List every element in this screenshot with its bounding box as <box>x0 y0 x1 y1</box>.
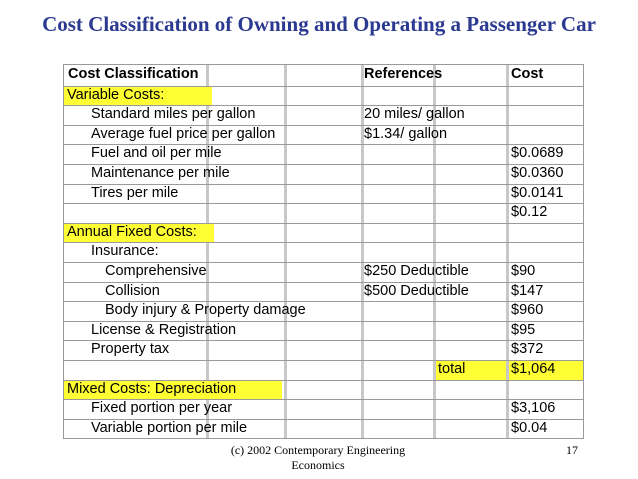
row-cost: $0.0360 <box>511 165 564 181</box>
row-label: Insurance: <box>91 243 159 260</box>
section-heading: Variable Costs: <box>67 86 165 103</box>
row-cost: $0.12 <box>511 204 548 221</box>
row-label: Fuel and oil per mile <box>91 145 222 162</box>
row-label: Standard miles per gallon <box>91 106 256 123</box>
total-cost: $1,064 <box>511 361 556 377</box>
row-cost: $3,106 <box>511 400 556 417</box>
row-label: Fixed portion per year <box>91 400 233 417</box>
footer-copyright <box>213 443 423 473</box>
row-reference: $1.34/ gallon <box>364 125 448 142</box>
row-label: Variable portion per mile <box>91 419 248 436</box>
header-references: References <box>364 66 443 82</box>
row-label: Average fuel price per gallon <box>91 125 276 142</box>
row-divider <box>64 360 583 361</box>
row-cost: $95 <box>511 321 536 338</box>
row-label: Property tax <box>91 341 170 358</box>
row-label: License & Registration <box>91 321 237 338</box>
row-cost: $0.0141 <box>511 184 564 201</box>
row-cost: $960 <box>511 302 544 319</box>
row-divider <box>64 203 583 204</box>
row-cost: $90 <box>511 263 536 279</box>
row-reference: $500 Deductible <box>364 282 469 299</box>
row-cost: $0.0689 <box>511 145 564 162</box>
slide-title: Cost Classification of Owning and Operating a Passenger Car <box>42 12 596 36</box>
row-reference: $250 Deductible <box>364 263 469 279</box>
footer-line-1: (c) 2002 Contemporary Engineering <box>230 443 406 457</box>
row-label: Collision <box>105 282 160 299</box>
row-label: Tires per mile <box>91 184 179 201</box>
section-heading: Mixed Costs: Depreciation <box>67 380 237 397</box>
header-classification: Cost Classification <box>68 66 199 82</box>
footer-line-2: Economics <box>291 458 345 472</box>
row-label: Body injury & Property damage <box>105 302 306 319</box>
row-label: Maintenance per mile <box>91 165 230 181</box>
row-cost: $0.04 <box>511 419 548 436</box>
section-heading: Annual Fixed Costs: <box>67 223 197 240</box>
column-divider <box>284 65 287 438</box>
row-label: Comprehensive <box>105 263 207 279</box>
row-reference: 20 miles/ gallon <box>364 106 465 123</box>
cost-table <box>63 64 584 439</box>
row-cost: $372 <box>511 341 544 358</box>
row-cost: $147 <box>511 282 544 299</box>
page-number: 17 <box>566 443 578 457</box>
column-divider <box>506 65 509 438</box>
total-label: total <box>438 361 466 377</box>
header-cost: Cost <box>511 66 544 82</box>
